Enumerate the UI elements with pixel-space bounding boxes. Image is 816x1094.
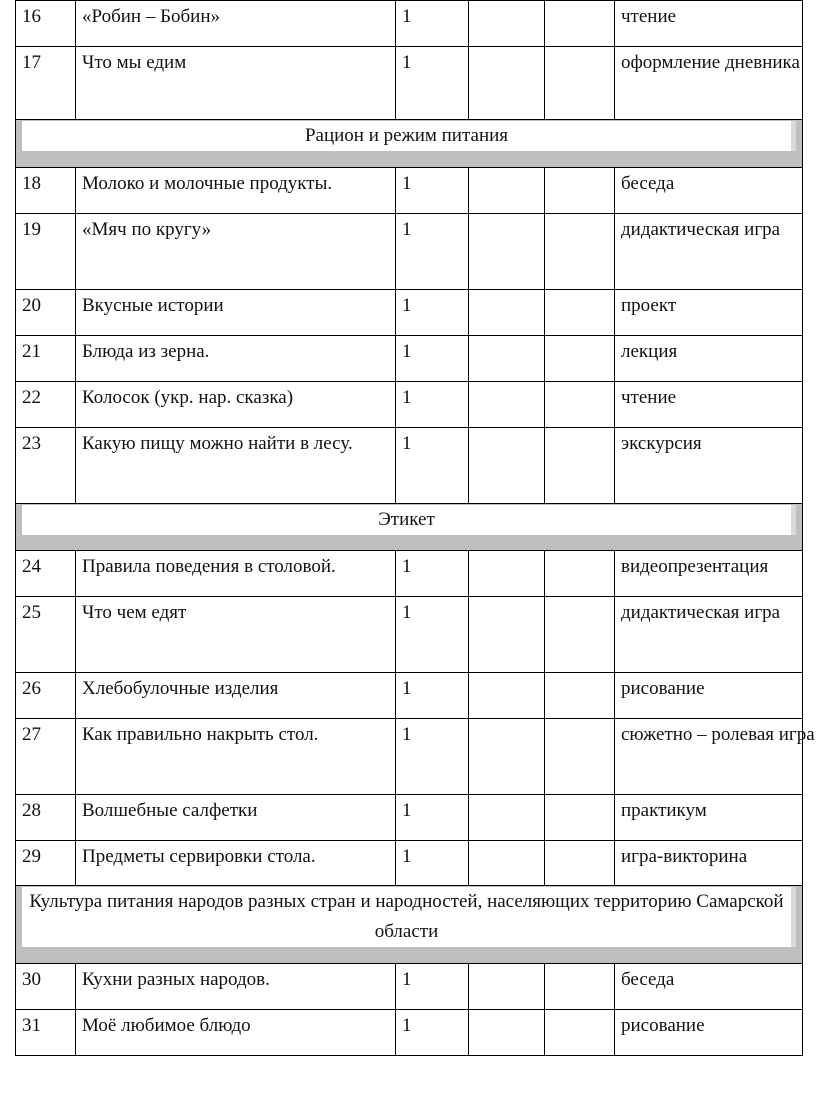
lesson-theory-cell (469, 1010, 545, 1056)
lesson-theory-cell (469, 168, 545, 214)
lesson-theory-cell (469, 214, 545, 290)
lesson-theory-cell (469, 597, 545, 673)
lesson-hours: 1 (396, 551, 469, 597)
lesson-topic: Вкусные истории (76, 290, 396, 336)
table-row (16, 214, 803, 290)
lesson-theory-cell (469, 551, 545, 597)
table-row (16, 168, 803, 214)
lesson-hours: 1 (396, 214, 469, 290)
lesson-practice-cell (545, 551, 615, 597)
lesson-hours: 1 (396, 47, 469, 120)
lesson-form: дидактическая игра (615, 214, 803, 290)
lesson-number: 23 (16, 428, 76, 504)
lesson-theory-cell (469, 290, 545, 336)
lesson-hours: 1 (396, 290, 469, 336)
lesson-form: беседа (615, 168, 803, 214)
lesson-form: рисование (615, 1010, 803, 1056)
lesson-practice-cell (545, 673, 615, 719)
table-row (16, 47, 803, 120)
lesson-hours: 1 (396, 336, 469, 382)
lesson-form: лекция (615, 336, 803, 382)
table-row (16, 1, 803, 47)
lesson-theory-cell (469, 382, 545, 428)
lesson-number: 25 (16, 597, 76, 673)
lesson-topic: Правила поведения в столовой. (76, 551, 396, 597)
lesson-practice-cell (545, 1, 615, 47)
lesson-number: 24 (16, 551, 76, 597)
lesson-practice-cell (545, 290, 615, 336)
program-table-body (16, 1, 815, 1056)
lesson-practice-cell (545, 168, 615, 214)
lesson-theory-cell (469, 841, 545, 886)
lesson-number: 29 (16, 841, 76, 886)
lesson-topic: Какую пищу можно найти в лесу. (76, 428, 396, 504)
lesson-hours: 1 (396, 1010, 469, 1056)
section-header-cell (16, 120, 803, 168)
section-header-row (16, 120, 803, 168)
lesson-topic: Как правильно накрыть стол. (76, 719, 396, 795)
lesson-theory-cell (469, 673, 545, 719)
lesson-hours: 1 (396, 795, 469, 841)
section-header-cell (16, 504, 803, 551)
lesson-number: 28 (16, 795, 76, 841)
lesson-hours: 1 (396, 428, 469, 504)
lesson-form: видеопрезентация (615, 551, 803, 597)
lesson-practice-cell (545, 719, 615, 795)
lesson-topic: Что чем едят (76, 597, 396, 673)
lesson-theory-cell (469, 336, 545, 382)
lesson-form: сюжетно – ролевая игра (615, 719, 803, 795)
lesson-form: проект (615, 290, 803, 336)
lesson-form: беседа (615, 964, 803, 1010)
lesson-practice-cell (545, 336, 615, 382)
section-header-row (16, 504, 803, 551)
lesson-theory-cell (469, 719, 545, 795)
table-row (16, 964, 803, 1010)
lesson-topic: Колосок (укр. нар. сказка) (76, 382, 396, 428)
lesson-topic: Что мы едим (76, 47, 396, 120)
lesson-number: 16 (16, 1, 76, 47)
section-header-cell (16, 886, 803, 964)
table-row (16, 597, 803, 673)
lesson-topic: «Мяч по кругу» (76, 214, 396, 290)
lesson-number: 19 (16, 214, 76, 290)
lesson-practice-cell (545, 795, 615, 841)
lesson-topic: Хлебобулочные изделия (76, 673, 396, 719)
lesson-form: рисование (615, 673, 803, 719)
lesson-theory-cell (469, 47, 545, 120)
section-header-row (16, 886, 803, 964)
lesson-theory-cell (469, 795, 545, 841)
lesson-hours: 1 (396, 382, 469, 428)
lesson-hours: 1 (396, 964, 469, 1010)
table-row (16, 382, 803, 428)
lesson-hours: 1 (396, 719, 469, 795)
lesson-form: чтение (615, 382, 803, 428)
section-title: Культура питания народов разных стран и народностей, населяющих территорию Самарской области (22, 887, 796, 947)
lesson-topic: Молоко и молочные продукты. (76, 168, 396, 214)
lesson-number: 26 (16, 673, 76, 719)
lesson-practice-cell (545, 382, 615, 428)
lesson-theory-cell (469, 1, 545, 47)
table-row (16, 428, 803, 504)
lesson-practice-cell (545, 428, 615, 504)
lesson-theory-cell (469, 964, 545, 1010)
lesson-practice-cell (545, 214, 615, 290)
lesson-theory-cell (469, 428, 545, 504)
lesson-topic: Кухни разных народов. (76, 964, 396, 1010)
program-table (15, 0, 815, 1056)
table-row (16, 795, 803, 841)
lesson-practice-cell (545, 47, 615, 120)
lesson-form: практикум (615, 795, 803, 841)
lesson-practice-cell (545, 597, 615, 673)
lesson-number: 17 (16, 47, 76, 120)
table-row (16, 336, 803, 382)
lesson-practice-cell (545, 1010, 615, 1056)
lesson-number: 22 (16, 382, 76, 428)
lesson-practice-cell (545, 964, 615, 1010)
table-row (16, 673, 803, 719)
lesson-practice-cell (545, 841, 615, 886)
lesson-number: 30 (16, 964, 76, 1010)
section-title: Этикет (22, 505, 796, 535)
lesson-hours: 1 (396, 673, 469, 719)
lesson-hours: 1 (396, 841, 469, 886)
lesson-hours: 1 (396, 597, 469, 673)
table-row (16, 290, 803, 336)
lesson-topic: «Робин – Бобин» (76, 1, 396, 47)
table-row (16, 551, 803, 597)
table-row (16, 1010, 803, 1056)
table-row (16, 719, 803, 795)
lesson-hours: 1 (396, 1, 469, 47)
lesson-topic: Волшебные салфетки (76, 795, 396, 841)
lesson-form: игра-викторина (615, 841, 803, 886)
lesson-number: 31 (16, 1010, 76, 1056)
lesson-form: оформление дневника (615, 47, 803, 120)
lesson-topic: Предметы сервировки стола. (76, 841, 396, 886)
lesson-form: чтение (615, 1, 803, 47)
lesson-number: 18 (16, 168, 76, 214)
lesson-number: 21 (16, 336, 76, 382)
table-row (16, 841, 803, 886)
lesson-hours: 1 (396, 168, 469, 214)
lesson-number: 27 (16, 719, 76, 795)
section-title: Рацион и режим питания (22, 121, 796, 151)
lesson-number: 20 (16, 290, 76, 336)
lesson-form: дидактическая игра (615, 597, 803, 673)
lesson-topic: Блюда из зерна. (76, 336, 396, 382)
lesson-form: экскурсия (615, 428, 803, 504)
lesson-topic: Моё любимое блюдо (76, 1010, 396, 1056)
